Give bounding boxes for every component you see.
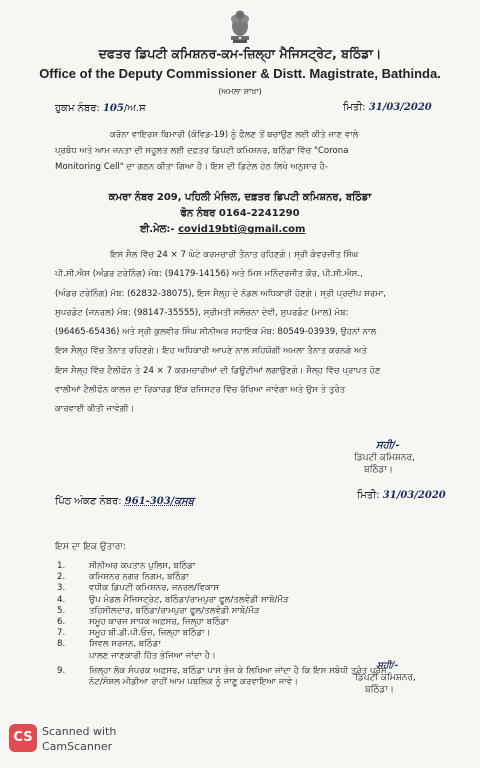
intro-line: ਕਰੋਨਾ ਵਾਇਰਸ ਬਿਮਾਰੀ (ਕੋਵਿਡ-19) ਨੂੰ ਫੈਲਣ ਤੋਂ ਬਚਾਉਣ ਲਈ ਕੀਤੇ ਜਾਣ ਵਾਲੇ <box>110 130 359 140</box>
list-item: 2. ਕਮਿਸ਼ਨਰ ਨਗਰ ਨਿਗਮ, ਬਠਿੰਡਾ <box>57 572 189 583</box>
order-date <box>343 102 432 113</box>
cell-phone: ਫੋਨ ਨੰਬਰ 0164-2241290 <box>180 208 300 219</box>
email-link[interactable]: covid19bti@gmail.com <box>178 224 306 235</box>
details-line: ਇਸ ਸੈਲ ਵਿੱਚ 24 × 7 ਘੰਟੇ ਕਰਮਚਾਰੀ ਤੈਨਾਤ ਰਹਿਣਗੇ। ਸ੍ਰੀ ਕੰਵਰਜੀਤ ਸਿੰਘ <box>110 250 359 260</box>
signature-mark: ਸਹੀ/- <box>376 440 400 451</box>
signature-block-1 <box>354 440 415 476</box>
section-name: (ਅਮਲਾ ਸ਼ਾਖਾ) <box>218 87 262 96</box>
signature-place: ਬਠਿੰਡਾ। <box>364 465 393 475</box>
intro-line: Monitoring Cell" ਦਾ ਗਠਨ ਕੀਤਾ ਗਿਆ ਹੈ। ਇਸ ਦੀ ਡਿਟੇਲ ਹੇਠ ਲਿਖੇ ਅਨੁਸਾਰ ਹੈ- <box>55 162 328 172</box>
watermark-line1: Scanned with <box>42 725 117 738</box>
camscanner-logo-icon: CS <box>9 724 37 752</box>
details-line: (96465-65436) ਅਤੇ ਸ੍ਰੀ ਕੁਲਵੀਰ ਸਿੰਘ ਸੀਨੀਅਰ ਸਹਾਇਕ ਮੋਬ: 80549-03939, ਉਹਨਾਂ ਨਾਲ <box>55 327 377 338</box>
list-item: 9. ਜ਼ਿਲ੍ਹਾ ਲੋਕ ਸੰਪਰਕ ਅਫ਼ਸਰ, ਬਠਿੰਡਾ ਪਾਸ ਭੇਜ ਕੇ ਲਿਖਿਆ ਜਾਂਦਾ ਹੈ ਕਿ ਇਸ ਸਬੰਧੀ ਤੁਰੰਤ ਪ੍ਰੈਸ <box>57 665 387 676</box>
signature-designation: ਡਿਪਟੀ ਕਮਿਸ਼ਨਰ, <box>355 673 416 683</box>
list-item: 7. ਸਮੂਹ ਬੀ.ਡੀ.ਪੀ.ਓਜ਼, ਜ਼ਿਲ੍ਹਾ ਬਠਿੰਡਾ। <box>57 628 211 639</box>
intro-paragraph <box>55 127 358 175</box>
details-paragraph <box>55 246 386 420</box>
order-date-label: ਮਿਤੀ: <box>343 102 366 113</box>
list-item: 3. ਵਧੀਕ ਡਿਪਟੀ ਕਮਿਸ਼ਨਰ, ਜਨਰਲ/ਵਿਕਾਸ <box>57 583 220 594</box>
list-item: 8. ਸਿਵਲ ਸਰਜਨ, ਬਠਿੰਡਾ <box>57 639 161 650</box>
details-line: (ਅੰਡਰ ਟਰੇਨਿੰਗ) ਮੋਬ: (62832-38075), ਇਸ ਸੈਲ੍ਹ ਦੇ ਨੋਡਲ ਅਧਿਕਾਰੀ ਹੋਣਗੇ। ਸ੍ਰੀ ਪ੍ਰਦੀਪ ਸ਼ਰਮਾ, <box>55 288 387 299</box>
order-number-label: ਹੁਕਮ ਨੰਬਰ: <box>55 103 100 114</box>
office-title-english: Office of the Deputy Commissioner & Distt. Magistrate, Bathinda. <box>39 66 441 81</box>
details-line: ਵਾਲੀਆਂ ਟੈਲੀਫੋਨ ਕਾਲਜ਼ ਦਾ ਰਿਕਾਰਡ ਇੱਕ ਰਜਿਸਟਰ ਵਿੱਚ ਰੱਖਿਆ ਜਾਵੇਗਾ ਅਤੇ ਉਸ ਤੇ ਤੁਰੰਤ <box>55 385 346 396</box>
endorsement-date-label: ਮਿਤੀ: <box>357 490 380 501</box>
list-item: 6. ਸਮੂਹ ਕਾਰਜ ਸਾਧਕ ਅਫ਼ਸਰ, ਜ਼ਿਲ੍ਹਾ ਬਠਿੰਡਾ <box>57 617 229 628</box>
signature-block-2 <box>355 660 416 696</box>
details-line: ਇਸ ਸੈਲ੍ਹ ਵਿੱਚ ਤੈਨਾਤ ਰਹਿਣਗੇ। ਇਹ ਅਧਿਕਾਰੀ ਆਪਣੇ ਨਾਲ ਸਹਿਯੋਗੀ ਅਮਲਾ ਤੈਨਾਤ ਕਰਨਗੇ ਅਤੇ <box>55 346 367 357</box>
watermark-line2: CamScanner <box>42 740 113 753</box>
endorsement-number <box>55 496 194 507</box>
order-number-value: 105 <box>102 103 124 114</box>
list-item: ਨੋਟ/ਸੋਸ਼ਲ ਮੀਡੀਆ ਰਾਹੀਂ ਆਮ ਪਬਲਿਕ ਨੂੰ ਜਾਣੂ ਕਰਵਾਇਆ ਜਾਵੇ। <box>89 677 298 688</box>
signature-place: ਬਠਿੰਡਾ। <box>365 685 394 695</box>
order-number-suffix: /ਅ.ਸ <box>123 103 146 114</box>
order-date-value: 31/03/2020 <box>368 102 432 113</box>
list-item: 5. ਤਹਿਸੀਲਦਾਰ, ਬਠਿੰਡਾ/ਰਾਮਪੁਰਾ ਫੂਲ/ਤਲਵੰਡੀ ਸਾਬੋ/ਮੌੜ <box>57 605 260 616</box>
signature-designation: ਡਿਪਟੀ ਕਮਿਸ਼ਨਰ, <box>354 453 415 463</box>
signature-mark: ਸਹੀ/- <box>377 661 399 671</box>
list-item: 1. ਸੀਨੀਅਰ ਕਪਤਾਨ ਪੁਲਿਸ, ਬਠਿੰਡਾ <box>57 561 196 571</box>
endorsement-date-value: 31/03/2020 <box>382 490 446 501</box>
endorsement-date <box>357 490 446 501</box>
cell-email-row <box>140 224 305 235</box>
list-item: ਪਾਲਣ ਜਾਣਕਾਰੀ ਹਿੱਤ ਭੇਜਿਆ ਜਾਂਦਾ ਹੈ। <box>89 650 216 661</box>
intro-line: ਪ੍ਰਬੰਧ ਅਤੇ ਆਮ ਜਨਤਾ ਦੀ ਸਹੂਲਤ ਲਈ ਦਫ਼ਤਰ ਡਿਪਟੀ ਕਮਿਸ਼ਨਰ, ਬਠਿੰਡਾ ਵਿੱਚ "Corona <box>55 146 349 156</box>
order-number <box>55 103 146 114</box>
details-line: ਕਾਰਵਾਈ ਕੀਤੀ ਜਾਵੇਗੀ। <box>55 404 135 415</box>
list-item: 4. ਉਪ ਮੰਡਲ ਮੈਜਿਸਟ੍ਰੇਟ, ਬਠਿੰਡਾ/ਰਾਮਪੁਰਾ ਫੂਲ/ਤਲਵੰਡੀ ਸਾਬੋ/ਮੌੜ <box>57 594 289 605</box>
email-label: ਈ.ਮੇਲ:- <box>140 224 175 235</box>
details-line: ਪੀ.ਸੀ.ਐਸ (ਅੰਡਰ ਟਰੇਨਿੰਗ) ਮੋਬ: (94179-14156) ਅਤੇ ਮਿਸ ਮਨਿੰਦਰਜੀਤ ਕੌਰ, ਪੀ.ਸੀ.ਐਸ., <box>55 269 363 280</box>
national-emblem-icon <box>227 6 253 46</box>
details-line: ਇਸ ਸੈਲ੍ਹ ਵਿੱਚ ਟੈਲੀਫੋਨ ਤੇ 24 × 7 ਕਰਮਚਾਰੀਆਂ ਦੀ ਡਿਊਟੀਆਂ ਲਗਾਉਣਗੇ। ਸੈਲ੍ਹ ਵਿੱਚ ਪ੍ਰਾਪਤ ਹੋਣ <box>55 365 381 376</box>
cell-room: ਕਮਰਾ ਨੰਬਰ 209, ਪਹਿਲੀ ਮੰਜ਼ਿਲ, ਦਫ਼ਤਰ ਡਿਪਟੀ ਕਮਿਸ਼ਨਰ, ਬਠਿੰਡਾ <box>108 192 372 203</box>
endorsement-label: ਪਿੱਠ ਅੰਕਣ ਨੰਬਰ: <box>55 496 122 507</box>
copy-heading: ਇਸ ਦਾ ਇਕ ਉਤਾਰਾ: <box>55 542 126 552</box>
details-line: ਸੁਪਰਡੰਟ (ਜਨਰਲ) ਮੋਬ: (98147-35555), ਸ੍ਰੀਮਤੀ ਸਲੋਚਨਾ ਦੇਵੀ, ਸੁਪਰਡੰਟ (ਮਾਲ) ਮੋਬ: <box>55 307 349 318</box>
copy-list <box>45 561 387 688</box>
office-title-punjabi: ਦਫਤਰ ਡਿਪਟੀ ਕਮਿਸ਼ਨਰ-ਕਮ-ਜ਼ਿਲ੍ਹਾ ਮੈਜਿਸਟ੍ਰੇਟ, ਬਠਿੰਡਾ। <box>98 46 382 61</box>
endorsement-value: 961-303/ਕਸਬ <box>124 496 195 507</box>
